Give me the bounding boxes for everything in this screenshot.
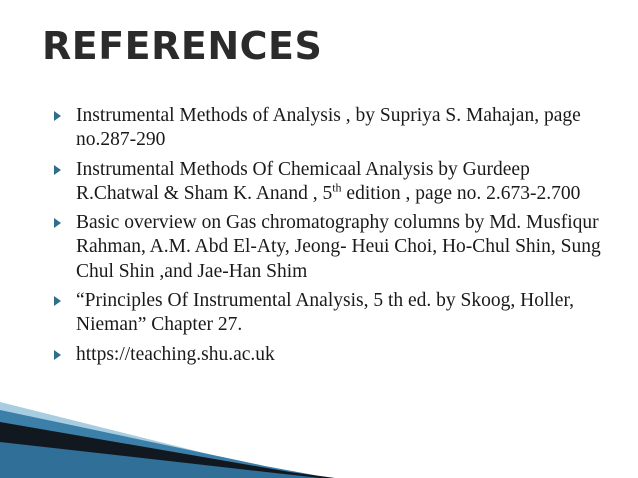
triangle-bullet-icon [54,111,61,121]
triangle-bullet-icon [54,165,61,175]
references-list [52,104,612,372]
reference-item [52,289,612,338]
reference-link-text[interactable]: https://teaching.shu.ac.uk [76,343,275,365]
slide-title: REFERENCES [42,24,323,68]
reference-text: Instrumental Methods Of Chemicaal Analysis by Gurdeep R.Chatwal & Sham K. Anand , 5 [76,158,530,204]
reference-text: “Principles Of Instrumental Analysis, 5 th ed. by Skoog, Holler, Nieman” Chapter 27. [76,290,575,336]
corner-swoosh-decoration [0,388,638,478]
reference-item [52,343,612,367]
reference-item [52,104,612,153]
reference-text-continued: edition , page no. 2.673-2.700 [341,182,581,204]
triangle-bullet-icon [54,218,61,228]
reference-item [52,211,612,284]
edition-superscript: th [332,180,342,195]
triangle-bullet-icon [54,350,61,360]
triangle-bullet-icon [54,296,61,306]
reference-text: Basic overview on Gas chromatography columns by Md. Musfiqur Rahman, A.M. Abd El-Aty, Jeong- Heui Choi, Ho-Chul Shin, Sung Chul Shin ,and Jae-Han Shim [76,212,601,282]
reference-item [52,158,612,207]
reference-text: Instrumental Methods of Analysis , by Supriya S. Mahajan, page no.287-290 [76,105,581,151]
